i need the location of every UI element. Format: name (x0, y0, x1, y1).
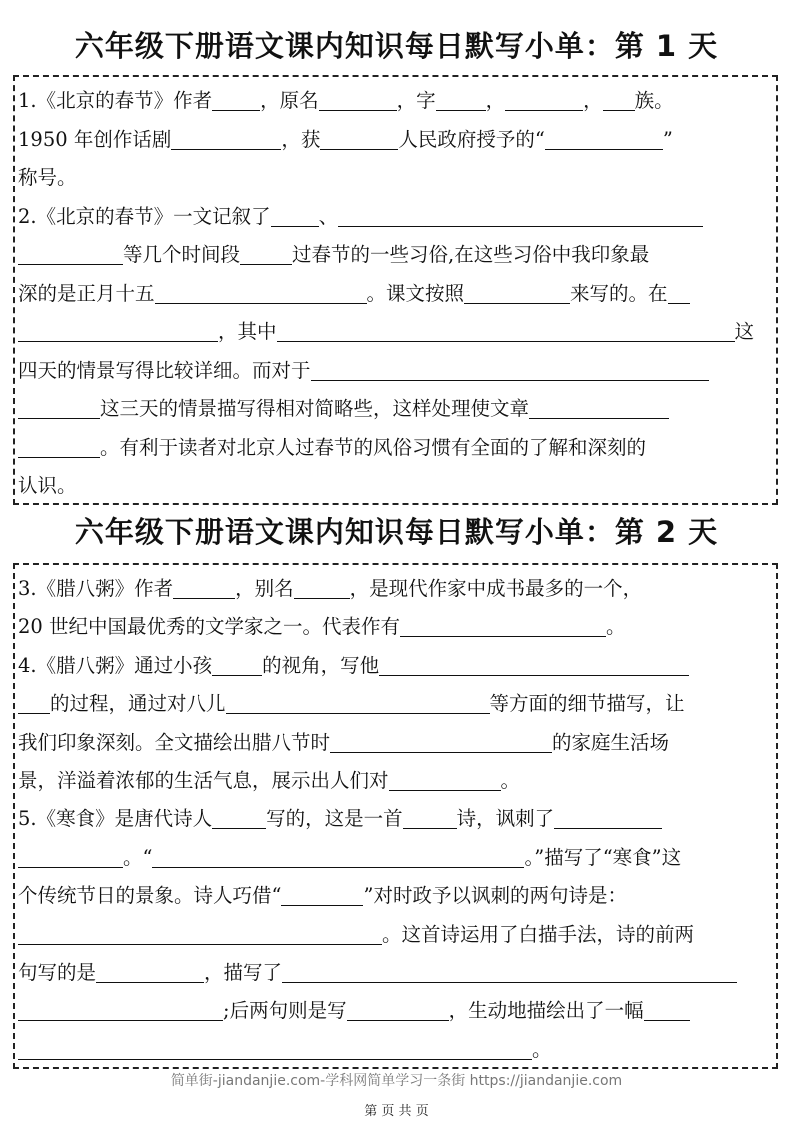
answer-blank[interactable] (545, 123, 663, 150)
line-text: 。这首诗运用了白描手法，诗的前两 (382, 922, 695, 946)
worksheet-line (18, 159, 773, 197)
line-text: 写的，这是一首 (266, 807, 403, 831)
line-text: 的视角，写他 (262, 653, 380, 677)
day1-title: 六年级下册语文课内知识每日默写小单：第 1 天 (74, 29, 719, 63)
line-text: ， (583, 89, 603, 112)
worksheet-line (18, 313, 773, 351)
worksheet-line (18, 877, 773, 915)
line-text: 这三天的情景描写得相对简略些，这样处理使文章 (100, 397, 530, 420)
line-text: 景，洋溢着浓郁的生活气息，展示出人们对 (18, 769, 389, 792)
line-text: 。”描写了“寒食”这 (524, 845, 682, 869)
line-text: 1.《北京的春节》作者 (18, 89, 213, 112)
line-text: 等几个时间段 (123, 243, 241, 266)
line-text: 我们印象深刻。全文描绘出腊八节时 (18, 730, 331, 754)
answer-blank[interactable] (18, 431, 100, 458)
answer-blank[interactable] (505, 84, 583, 111)
line-text: ，原名 (260, 89, 319, 112)
worksheet-line (18, 570, 773, 608)
line-text: 等方面的细节描写，让 (489, 692, 685, 716)
worksheet-line (18, 390, 773, 428)
line-text: ，获 (281, 127, 321, 151)
worksheet-line (18, 800, 773, 838)
line-text: 。课文按照 (366, 281, 465, 305)
page-number-label: 第 页 共 页 (364, 1104, 429, 1119)
answer-blank[interactable] (282, 956, 737, 983)
line-text: 。有利于读者对北京人过春节的风俗习惯有全面的了解和深刻的 (100, 435, 647, 459)
answer-blank[interactable] (226, 687, 490, 714)
line-text: ;后两句则是写 (223, 999, 347, 1023)
worksheet-line (18, 954, 773, 992)
line-text: 20 世纪中国最优秀的文学家之一。代表作有 (18, 615, 401, 639)
answer-blank[interactable] (18, 918, 382, 945)
answer-blank[interactable] (529, 392, 669, 419)
answer-blank[interactable] (311, 354, 709, 381)
worksheet-line (18, 467, 773, 505)
line-text: 3.《腊八粥》作者 (18, 577, 174, 600)
line-text: 人民政府授予的“ (398, 127, 545, 151)
answer-blank[interactable] (400, 610, 606, 637)
answer-blank[interactable] (155, 277, 367, 304)
answer-blank[interactable] (554, 802, 662, 829)
worksheet-line (18, 762, 773, 800)
answer-blank[interactable] (173, 572, 235, 599)
answer-blank[interactable] (389, 764, 501, 791)
answer-blank[interactable] (379, 649, 689, 676)
line-text: 诗，讽刺了 (456, 807, 555, 831)
worksheet-line (18, 275, 773, 313)
answer-blank[interactable] (212, 84, 260, 111)
footer-watermark: 简单街-jiandanjie.com-学科网简单学习一条街 https://jiandanjie.com (170, 1073, 623, 1089)
line-text: 这 (734, 320, 755, 343)
line-text: ，其中 (218, 320, 277, 343)
worksheet-line (18, 352, 773, 390)
worksheet-line (18, 429, 773, 467)
line-text: 。 (532, 1037, 552, 1061)
line-text: 认识。 (18, 474, 77, 497)
line-text: ” (662, 127, 673, 151)
line-text: 。 (606, 615, 626, 639)
line-text: ，字 (396, 89, 436, 112)
line-text: 4.《腊八粥》通过小孩 (18, 653, 213, 677)
worksheet-line (18, 839, 773, 877)
line-text: ， (485, 89, 506, 112)
worksheet-line (18, 82, 773, 120)
worksheet-line (18, 236, 773, 274)
answer-blank[interactable] (338, 200, 703, 227)
line-text: 。 (500, 769, 521, 792)
line-text: 、 (318, 204, 339, 228)
answer-blank[interactable] (403, 802, 457, 829)
line-text: 5.《寒食》是唐代诗人 (18, 807, 213, 831)
worksheet-line (18, 916, 773, 954)
answer-blank[interactable] (603, 84, 635, 111)
line-text: ”对时政予以讽刺的两句诗是： (363, 884, 627, 908)
worksheet-line (18, 685, 773, 723)
line-text: 个传统节日的景象。诗人巧借“ (18, 884, 282, 908)
line-text: 的家庭生活场 (552, 730, 670, 754)
answer-blank[interactable] (644, 994, 690, 1021)
line-text: ，是现代作家中成书最多的一个， (349, 577, 643, 600)
answer-blank[interactable] (464, 277, 570, 304)
answer-blank[interactable] (347, 994, 449, 1021)
line-text: 四天的情景写得比较详细。而对于 (18, 358, 311, 382)
answer-blank[interactable] (18, 1033, 532, 1060)
line-text: ，描写了 (204, 961, 283, 984)
answer-blank[interactable] (319, 84, 397, 111)
answer-blank[interactable] (18, 841, 123, 868)
answer-blank[interactable] (294, 572, 350, 599)
line-text: 的过程，通过对八儿 (50, 692, 226, 716)
line-text: ，别名 (235, 577, 294, 600)
answer-blank[interactable] (212, 802, 266, 829)
line-text: ，生动地描绘出了一幅 (448, 999, 644, 1023)
line-text: 。“ (123, 845, 153, 869)
answer-blank[interactable] (277, 315, 735, 342)
line-text: 来写的。在 (570, 281, 668, 305)
worksheet-line (18, 992, 773, 1030)
worksheet-line (18, 198, 773, 236)
worksheet-line (18, 647, 773, 685)
worksheet-line (18, 608, 773, 646)
line-text: 2.《北京的春节》一文记叙了 (18, 204, 271, 228)
answer-blank[interactable] (330, 726, 552, 753)
answer-blank[interactable] (18, 238, 123, 265)
line-text: 过春节的一些习俗,在这些习俗中我印象最 (292, 243, 650, 266)
answer-blank[interactable] (240, 238, 292, 265)
answer-blank[interactable] (212, 649, 262, 676)
answer-blank[interactable] (320, 123, 398, 150)
answer-blank[interactable] (18, 994, 223, 1021)
line-text: 句写的是 (18, 961, 97, 984)
answer-blank[interactable] (152, 841, 524, 868)
answer-blank[interactable] (281, 879, 363, 906)
answer-blank[interactable] (18, 392, 100, 419)
worksheet-line (18, 121, 773, 159)
line-text: 称号。 (18, 166, 77, 189)
answer-blank[interactable] (18, 315, 218, 342)
answer-blank[interactable] (436, 84, 486, 111)
worksheet-line (18, 1031, 773, 1069)
answer-blank[interactable] (271, 200, 319, 227)
day2-title: 六年级下册语文课内知识每日默写小单：第 2 天 (74, 515, 719, 549)
line-text: 1950 年创作话剧 (18, 127, 172, 151)
answer-blank[interactable] (96, 956, 204, 983)
answer-blank[interactable] (18, 687, 50, 714)
worksheet-line (18, 724, 773, 762)
line-text: 族。 (634, 89, 674, 112)
answer-blank[interactable] (668, 277, 690, 304)
line-text: 深的是正月十五 (18, 281, 155, 305)
answer-blank[interactable] (171, 123, 281, 150)
